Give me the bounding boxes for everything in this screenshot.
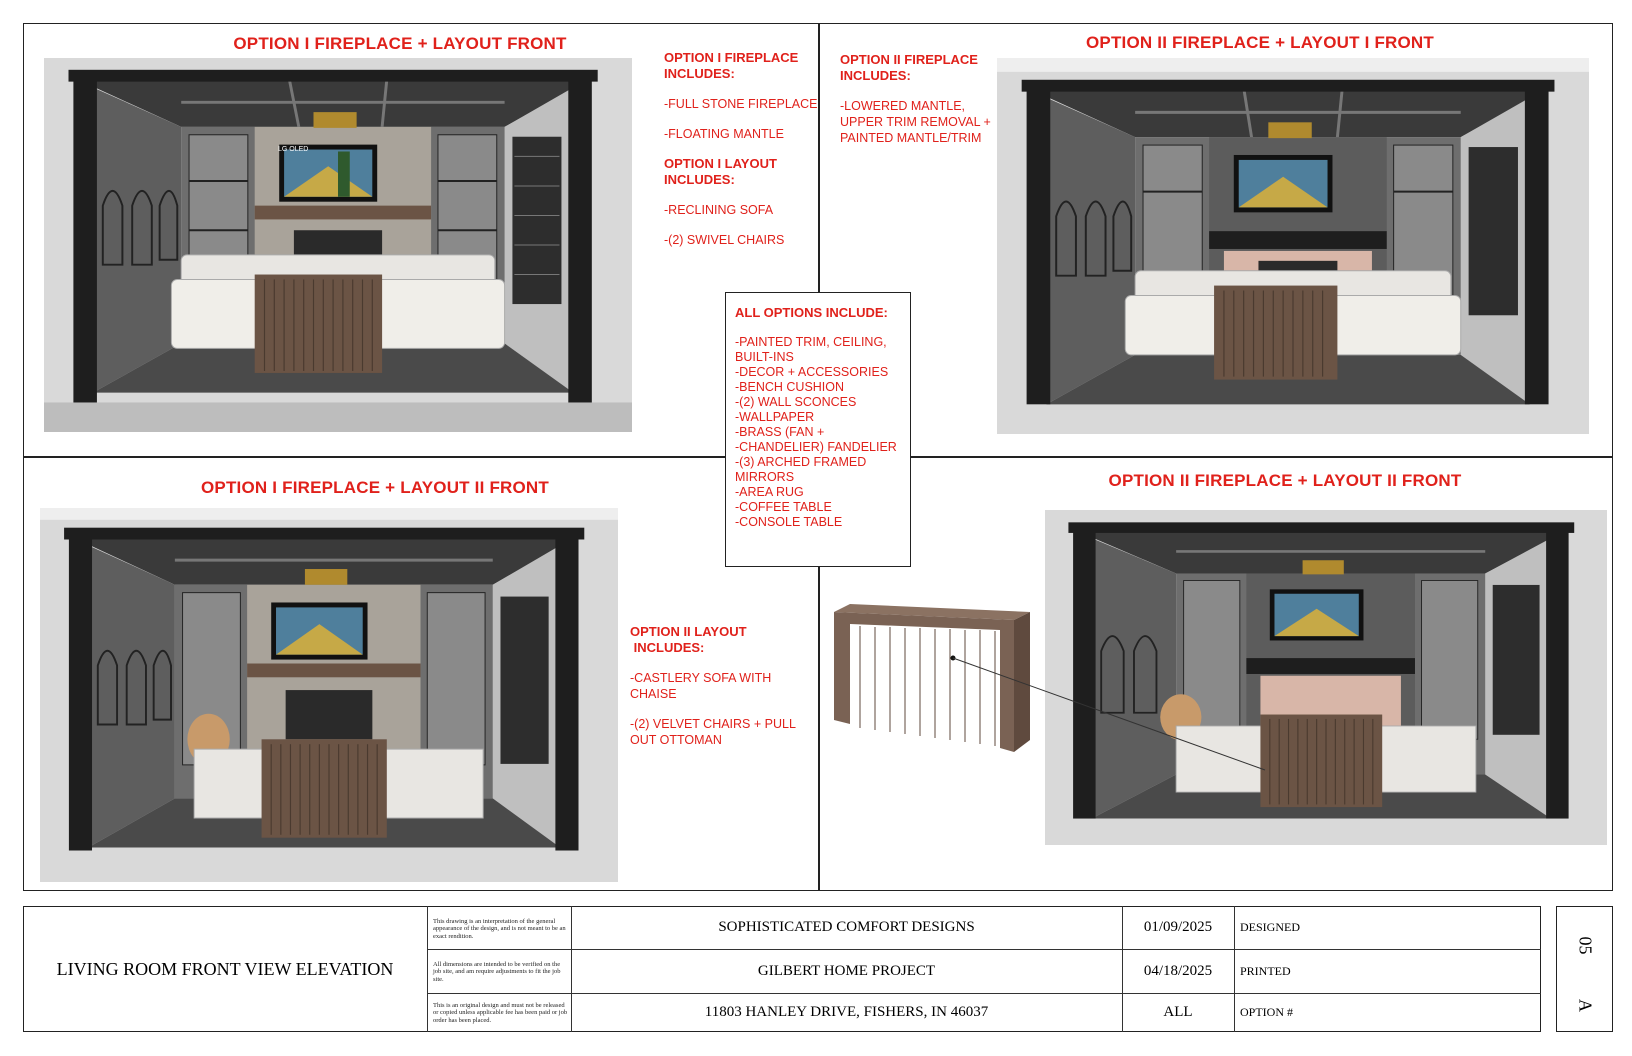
note-item: PAINTED MANTLE/TRIM	[840, 131, 982, 145]
note-heading: INCLUDES:	[840, 68, 911, 83]
panel-heading-tl: OPTION I FIREPLACE + LAYOUT FRONT	[233, 34, 567, 53]
all-options-item: -DECOR + ACCESSORIES	[735, 365, 889, 379]
all-options-item: -CONSOLE TABLE	[735, 515, 843, 529]
all-options-item: -BRASS (FAN +	[735, 425, 825, 439]
note-heading: INCLUDES:	[664, 172, 735, 187]
disclaimer-1: This drawing is an interpretation of the general appearance of the design, and is not meant to be an exact rendition.	[433, 917, 566, 940]
leader-line	[950, 655, 1270, 775]
note-option1-fireplace	[664, 50, 824, 248]
label-option	[1240, 993, 1440, 1032]
label-printed-text: PRINTED	[1240, 963, 1291, 978]
note-item: -FLOATING MANTLE	[664, 127, 784, 141]
all-options-item: -PAINTED TRIM, CEILING,	[735, 335, 887, 349]
all-options-item: MIRRORS	[735, 470, 795, 484]
note-heading: OPTION II LAYOUT	[630, 624, 747, 639]
note-heading: INCLUDES:	[630, 640, 705, 655]
all-options-item: BUILT-INS	[735, 350, 794, 364]
all-options-item: -BENCH CUSHION	[735, 380, 845, 394]
date-printed-text: 04/18/2025	[1143, 962, 1213, 979]
sheet-number: 05	[1575, 936, 1596, 955]
panel-heading-bl: OPTION I FIREPLACE + LAYOUT II FRONT	[200, 478, 549, 497]
option-value	[1122, 993, 1234, 1032]
all-options-item: -(2) WALL SCONCES	[735, 395, 857, 409]
drawing-title	[23, 906, 427, 1032]
label-printed	[1240, 949, 1440, 993]
label-option-text: OPTION #	[1240, 1005, 1293, 1019]
note-heading: INCLUDES:	[664, 66, 735, 81]
drawing-title-text: LIVING ROOM FRONT VIEW ELEVATION	[56, 958, 394, 979]
note-item: -LOWERED MANTLE,	[840, 99, 966, 113]
note-item: -FULL STONE FIREPLACE	[664, 97, 818, 111]
label-designed-text: DESIGNED	[1240, 920, 1300, 934]
panel-heading-tr: OPTION II FIREPLACE + LAYOUT I FRONT	[1085, 33, 1434, 52]
all-options-heading: ALL OPTIONS INCLUDE:	[735, 305, 888, 320]
all-options-item: -WALLPAPER	[735, 410, 815, 424]
tb-divider	[1234, 906, 1235, 1032]
note-heading: OPTION II FIREPLACE	[840, 52, 978, 67]
note-item: -RECLINING SOFA	[664, 203, 774, 217]
tb-divider	[427, 906, 428, 1032]
render-option1-layout2	[40, 508, 618, 882]
note-heading: OPTION I FIREPLACE	[664, 50, 799, 65]
all-options-item: -CHANDELIER) FANDELIER	[735, 440, 897, 454]
tv-brand-label: LG OLED	[278, 146, 309, 153]
all-options-item: -(3) ARCHED FRAMED	[735, 455, 867, 469]
note-item: UPPER TRIM REMOVAL +	[840, 115, 991, 129]
note-option2-fireplace	[840, 52, 1010, 146]
project-name-text: GILBERT HOME PROJECT	[757, 962, 936, 979]
render-option2-layout1	[997, 58, 1589, 434]
note-item: -(2) VELVET CHAIRS + PULL	[630, 717, 796, 731]
project-address	[571, 993, 1122, 1032]
date-designed	[1122, 906, 1234, 949]
project-name	[571, 949, 1122, 993]
note-option2-layout	[630, 624, 820, 748]
sheet-letter: A	[1575, 999, 1596, 1012]
note-item: -(2) SWIVEL CHAIRS	[664, 233, 785, 247]
disclaimer-3: This is an original design and must not be released or copied unless applicable fee has been paid or job order has been placed.	[433, 1001, 568, 1024]
project-address-text: 11803 HANLEY DRIVE, FISHERS, IN 46037	[704, 1004, 989, 1020]
date-designed-text: 01/09/2025	[1143, 919, 1213, 935]
label-designed	[1240, 906, 1440, 949]
render-option1-layout1	[44, 58, 632, 432]
disclaimer-2: All dimensions are intended to be verified on the job site, and am require adjustments to fit the job site.	[433, 960, 561, 983]
company-name-text: SOPHISTICATED COMFORT DESIGNS	[718, 919, 975, 935]
all-options-item: -AREA RUG	[735, 485, 804, 499]
all-options-list	[735, 305, 905, 530]
panel-heading-br: OPTION II FIREPLACE + LAYOUT II FRONT	[1108, 471, 1462, 490]
note-item: -CASTLERY SOFA WITH CHAISE	[630, 671, 772, 701]
company-name	[571, 906, 1122, 949]
option-value-text: ALL	[1163, 1004, 1193, 1020]
all-options-item: -COFFEE TABLE	[735, 500, 832, 514]
note-heading: OPTION I LAYOUT	[664, 156, 777, 171]
note-item: OUT OTTOMAN	[630, 733, 722, 747]
date-printed	[1122, 949, 1234, 993]
